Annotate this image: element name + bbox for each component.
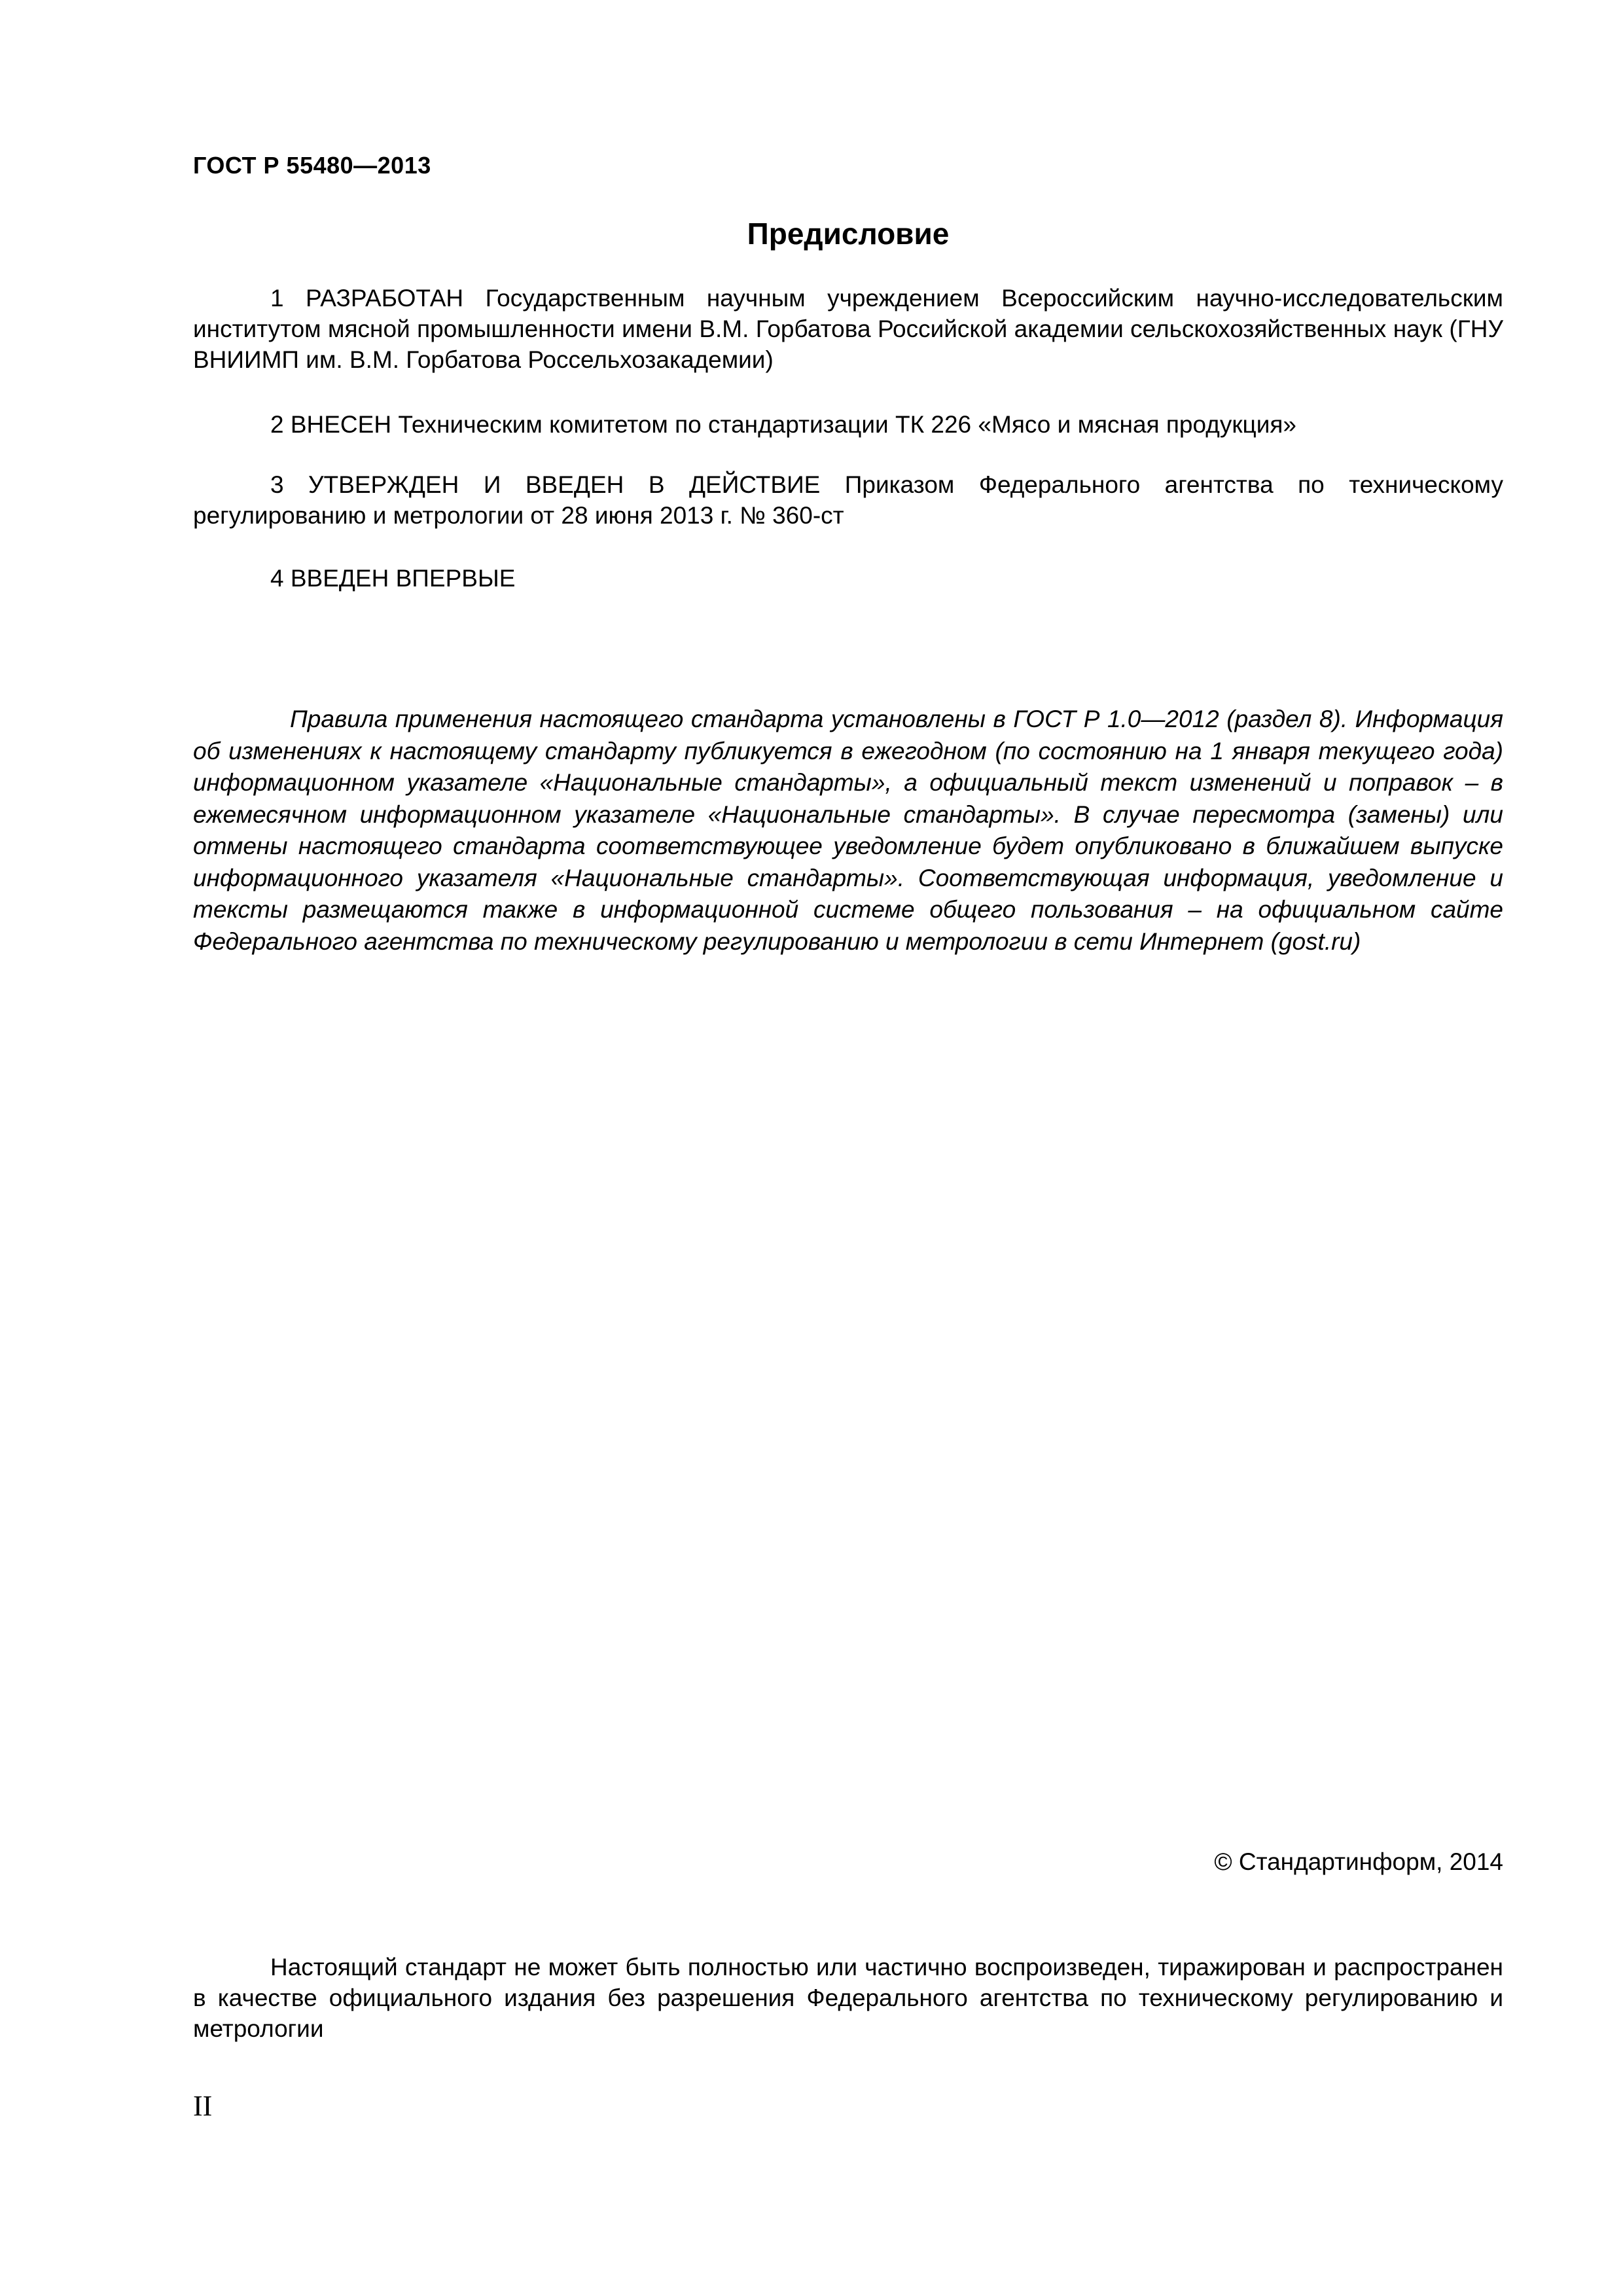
foreword-item-4-text: 4 ВВЕДЕН ВПЕРВЫЕ [270, 565, 516, 592]
foreword-item-3-text: 3 УТВЕРЖДЕН И ВВЕДЕН В ДЕЙСТВИЕ Приказом Федерального агентства по техническому регулированию и метрологии от 28 июня 2013 г. № 360-ст [193, 471, 1503, 529]
rules-note [193, 704, 1503, 958]
foreword-item-4 [193, 563, 1503, 594]
copyright-line: © Стандартинформ, 2014 [1214, 1848, 1503, 1875]
foreword-item-1 [193, 283, 1503, 375]
foreword-item-3 [193, 469, 1503, 531]
foreword-item-1-text: 1 РАЗРАБОТАН Государственным научным учреждением Всероссийским научно-исследовательским институтом мясной промышленности имени В.М. Горбатова Российской академии сельскохозяйственных наук (ГНУ ВНИИМП им. В.М. Горбатова Россельхозакадемии) [193, 285, 1503, 373]
reprint-notice [193, 1952, 1503, 2044]
foreword-item-2-text: 2 ВНЕСЕН Техническим комитетом по стандартизации ТК 226 «Мясо и мясная продукция» [270, 411, 1297, 438]
foreword-item-2 [193, 409, 1503, 440]
rules-note-text: Правила применения настоящего стандарта установлены в ГОСТ Р 1.0—2012 (раздел 8). Информация об изменениях к настоящему стандарту публикуется в ежегодном (по состоянию на 1 января текущего года) информационном указателе «Национальные стандарты», а официальный текст изменений и поправок – в ежемесячном информационном указателе «Национальные стандарты». В случае пересмотра (замены) или отмены настоящего стандарта соответствующее уведомление будет опубликовано в ближайшем выпуске информационного указателя «Национальные стандарты». Соответствующая информация, уведомление и тексты размещаются также в информационной системе общего пользования – на официальном сайте Федерального агентства по техническому регулированию и метрологии в сети Интернет (gost.ru) [193, 706, 1503, 955]
reprint-notice-text: Настоящий стандарт не может быть полностью или частично воспроизведен, тиражирован и распространен в качестве официального издания без разрешения Федерального агентства по техническому регулированию и метрологии [193, 1954, 1503, 2042]
foreword-title: Предисловие [747, 217, 950, 251]
standard-code-header: ГОСТ Р 55480—2013 [193, 152, 431, 179]
page-number: II [193, 2090, 213, 2122]
